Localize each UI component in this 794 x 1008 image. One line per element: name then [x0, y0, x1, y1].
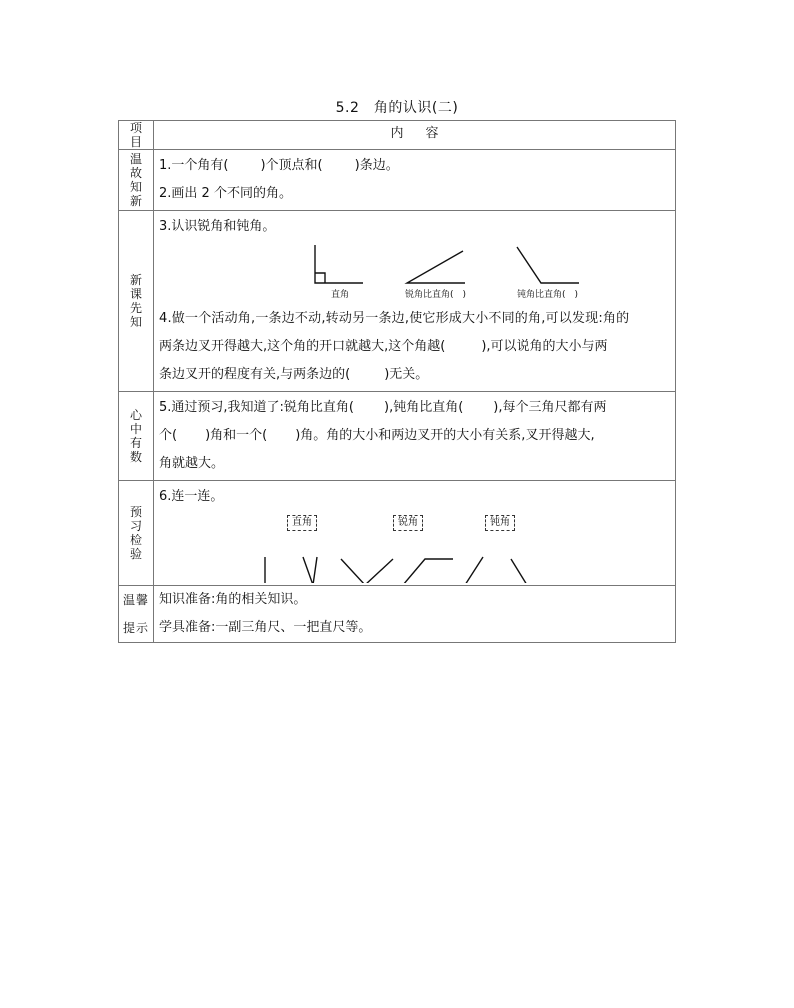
newlesson-label: 新课先知 — [129, 273, 142, 329]
worksheet-table — [118, 120, 676, 643]
page-title: 5.2 角的认识(二) — [335, 100, 459, 116]
match-angle-2[interactable] — [303, 557, 317, 583]
review-content-cell — [154, 150, 676, 211]
question-3: 3.认识锐角和钝角。 — [159, 219, 276, 234]
check-label-cell — [119, 481, 154, 586]
tips-label-a: 温馨 — [122, 593, 149, 607]
tips-label-b: 提示 — [122, 621, 149, 635]
question-6: 6.连一连。 — [159, 489, 224, 504]
match-angle-3[interactable] — [341, 559, 393, 583]
right-angle-mark — [315, 273, 325, 283]
question-5-line-2: 个( )角和一个( )角。角的大小和两边叉开的大小有关系,叉开得越大, — [159, 428, 595, 443]
question-5-line-3: 角就越大。 — [159, 456, 225, 471]
tips-row — [119, 586, 676, 643]
matching-angles-svg — [159, 511, 679, 583]
match-angle-6[interactable] — [511, 559, 555, 583]
mind-label-cell — [119, 392, 154, 481]
newlesson-label-cell — [119, 211, 154, 392]
match-box-acute-angle[interactable]: 锐角 — [393, 515, 423, 531]
match-angle-1[interactable] — [265, 557, 285, 583]
header-content: 内容 — [390, 126, 461, 141]
right-angle-caption: 直角 — [331, 290, 350, 300]
tip-knowledge: 知识准备:角的相关知识。 — [159, 592, 307, 607]
review-row — [119, 150, 676, 211]
angle-figures — [159, 241, 671, 305]
match-angle-4[interactable] — [403, 559, 453, 583]
header-label: 项目 — [129, 121, 142, 149]
newlesson-content-cell — [154, 211, 676, 392]
check-content-cell — [154, 481, 676, 586]
question-5-line-1: 5.通过预习,我知道了:锐角比直角( ),钝角比直角( ),每个三角尺都有两 — [159, 400, 607, 415]
header-content-cell — [154, 121, 676, 150]
right-angle-figure — [315, 245, 363, 283]
header-label-cell — [119, 121, 154, 150]
acute-angle-caption: 锐角比直角( ) — [405, 290, 467, 300]
question-4-line-1: 4.做一个活动角,一条边不动,转动另一条边,使它形成大小不同的角,可以发现:角的 — [159, 311, 630, 326]
obtuse-angle-caption: 钝角比直角( ) — [517, 290, 579, 300]
tips-content-cell — [154, 586, 676, 643]
header-row — [119, 121, 676, 150]
match-box-right-angle[interactable]: 直角 — [287, 515, 317, 531]
review-label-cell — [119, 150, 154, 211]
question-4-line-2: 两条边叉开得越大,这个角的开口就越大,这个角越( ),可以说角的大小与两 — [159, 339, 608, 354]
check-label: 预习检验 — [129, 505, 142, 561]
match-angle-5[interactable] — [465, 557, 497, 583]
question-2: 2.画出 2 个不同的角。 — [159, 186, 292, 201]
matching-area — [159, 511, 671, 583]
question-1: 1.一个角有( )个顶点和( )条边。 — [159, 158, 399, 173]
tips-label-cell — [119, 586, 154, 643]
obtuse-angle-figure — [517, 247, 579, 283]
mind-label: 心中有数 — [129, 408, 142, 464]
match-box-obtuse-angle[interactable]: 钝角 — [485, 515, 515, 531]
mind-content-cell — [154, 392, 676, 481]
question-4-line-3: 条边叉开的程度有关,与两条边的( )无关。 — [159, 367, 429, 382]
review-label: 温故知新 — [129, 152, 142, 208]
acute-angle-figure — [407, 251, 465, 283]
check-row — [119, 481, 676, 586]
mind-row — [119, 392, 676, 481]
newlesson-row — [119, 211, 676, 392]
tip-tools: 学具准备:一副三角尺、一把直尺等。 — [159, 620, 372, 635]
